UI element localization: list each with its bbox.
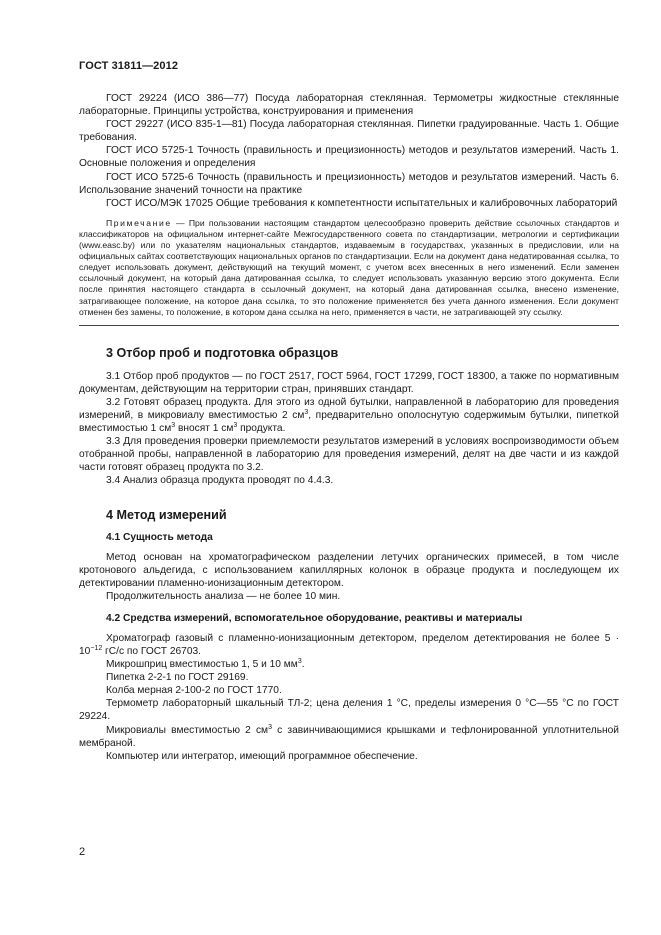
page-number: 2 [79, 846, 86, 858]
analysis-duration: Продолжительность анализа — не более 10 мин. [106, 590, 341, 602]
section-divider [79, 325, 619, 326]
equipment-computer: Компьютер или интегратор, имеющий программное обеспечение. [106, 750, 418, 762]
note-label: Примечание [106, 217, 172, 228]
equipment-thermometer: Термометр лабораторный шкальный ТЛ-2; цена деления 1 °С, пределы измерения 0 °С—55 °С по ГОСТ 29224. [79, 698, 619, 723]
equipment-flask: Колба мерная 2-100-2 по ГОСТ 1770. [106, 685, 282, 697]
standard-header: ГОСТ 31811—2012 [79, 60, 179, 72]
equipment-microvials: Микровиалы вместимостью 2 $см^3$ с завинчивающимися крышками и тефлонированной уплотнительной мембраной. [79, 723, 619, 749]
reference-iso-17025: ГОСТ ИСО/МЭК 17025 Общие требования к компетентности испытательных и калибровочных лабораторий [106, 197, 618, 209]
reference-gost-29224: ГОСТ 29224 (ИСО 386—77) Посуда лабораторная стеклянная. Термометры жидкостные стеклянные лабораторные. Принципы устройства, конструирования и применения [79, 93, 619, 118]
note-text: — При пользовании настоящим стандартом целесообразно проверить действие ссылочных стандартов и классификаторов на официальном интернет-сайте Межгосударственного совета по стандартизации, метрологии и сертификации (www.easc.by) или по указателям национальных стандартов, издаваемым в государствах, указанных в предисловии, или на официальных сайтах соответствующих национальных органов по стандартизации. Если на документ дана недатированная ссылка, то следует использовать документ, действующий на текущий момент, с учетом всех внесенных в него изменений. Если заменен ссылочный документ, на который дана датированная ссылка, то следует использовать указанную версию этого документа. Если после принятия настоящего стандарта в ссылочный документ, на который дана датированная ссылка, внесено изменение, затрагивающее положение, на которое дана ссылка, то это положение применяется без учета данного изменения. Если документ отменен без замены, то положение, в котором дана ссылка на него, применяется в части, не затрагивающей эту ссылку. [79, 217, 619, 317]
reference-iso-5725-6: ГОСТ ИСО 5725-6 Точность (правильность и прецизионность) методов и результатов измерений. Часть 6. Использование значений точности на практике [79, 171, 619, 196]
subsection-4-2-heading: 4.2 Средства измерений, вспомогательное оборудование, реактивы и материалы [106, 612, 523, 624]
note-paragraph [79, 218, 619, 318]
section-3-heading: 3 Отбор проб и подготовка образцов [106, 345, 339, 360]
clause-3-2: 3.2 Готовят образец продукта. Для этого из одной бутылки, направленной в лабораторию для проведения измерений, в микровиалу вместимостью 2 $см^3$, предварительно ополоснутую содержимым бутылки, пипеткой вместимостью 1 $см^3$ вносят 1 $см^3$ продукта. [79, 396, 619, 435]
clause-3-4: 3.4 Анализ образца продукта проводят по 4.4.3. [106, 475, 334, 487]
clause-3-1: 3.1 Отбор проб продуктов — по ГОСТ 2517, ГОСТ 5964, ГОСТ 17299, ГОСТ 18300, а также по нормативным документам, действующим на территории стран, принявших стандарт. [79, 370, 619, 395]
method-principle: Метод основан на хроматографическом разделении летучих органических примесей, в том числе кротонового альдегида, с использованием капиллярных колонок в образце продукта и последующем их детектировании пламенно-ионизационным детектором. [79, 551, 619, 589]
page-content [79, 92, 619, 763]
equipment-chromatograph: Хроматограф газовый с пламенно-ионизационным детектором, пределом детектирования не более $5 \cdot 10^{-12}$ гС/с по ГОСТ 26703. [79, 632, 619, 657]
equipment-microsyringe: Микрошприц вместимостью 1, 5 и 10 $мм^3$. [106, 658, 305, 671]
reference-iso-5725-1: ГОСТ ИСО 5725-1 Точность (правильность и прецизионность) методов и результатов измерений. Часть 1. Основные положения и определения [79, 145, 619, 170]
reference-gost-29227: ГОСТ 29227 (ИСО 835-1—81) Посуда лабораторная стеклянная. Пипетки градуированные. Часть 1. Общие требования. [79, 119, 619, 144]
subsection-4-1-heading: 4.1 Сущность метода [106, 531, 213, 543]
clause-3-3: 3.3 Для проведения проверки приемлемости результатов измерений в условиях воспроизводимости объем отобранной пробы, направленной в лабораторию для проведения измерений, делят на две части и из каждой части готовят образец продукта по 3.2. [79, 436, 619, 474]
equipment-pipette: Пипетка 2-2-1 по ГОСТ 29169. [106, 672, 249, 684]
section-4-heading: 4 Метод измерений [106, 507, 227, 522]
